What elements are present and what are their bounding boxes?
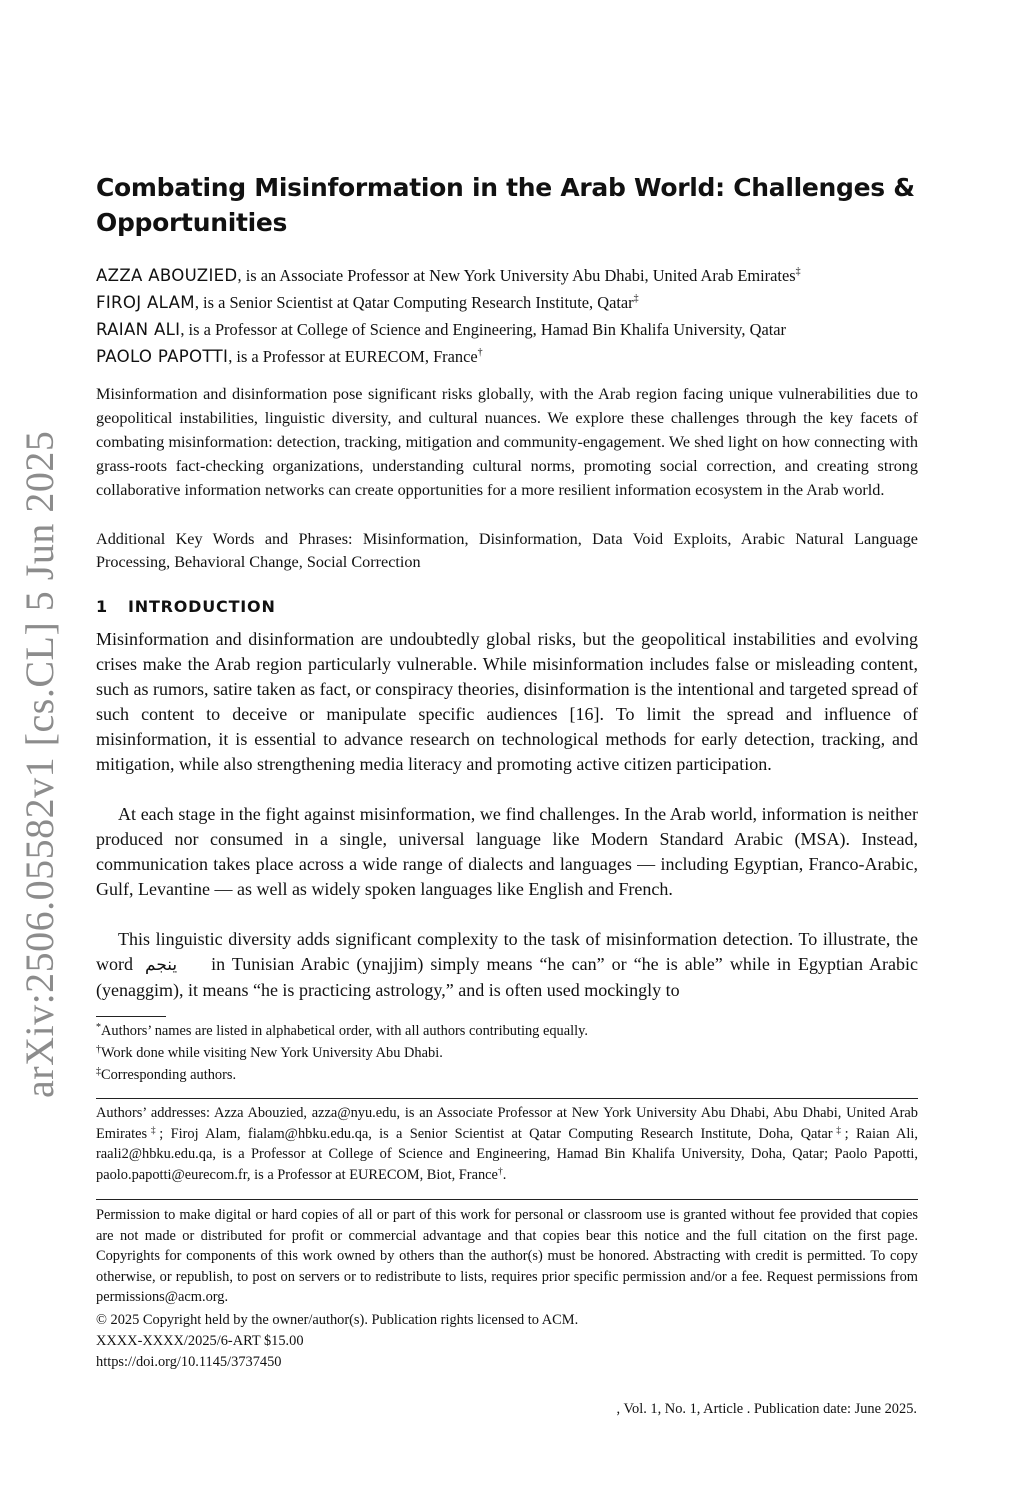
author-footnote-mark: ‡ bbox=[795, 266, 801, 277]
address-text: Authors’ addresses: Azza Abouzied, azza@nyu.edu, is an Associate Professor at New York University Abu Dhabi, Abu Dhabi, United Arab Emirates bbox=[96, 1105, 918, 1142]
arabic-word: ينجم bbox=[145, 955, 178, 975]
author-line bbox=[96, 262, 926, 289]
isbn-line: XXXX-XXXX/2025/6-ART $15.00 bbox=[96, 1333, 304, 1349]
footnotes bbox=[96, 1020, 918, 1086]
section-heading bbox=[96, 597, 276, 616]
author-line bbox=[96, 343, 926, 370]
keywords: Additional Key Words and Phrases: Misinformation, Disinformation, Data Void Exploits, Arabic Natural Language Processing, Behavioral Change, Social Correction bbox=[96, 530, 918, 571]
author-line bbox=[96, 289, 926, 316]
author-affiliation: , is an Associate Professor at New York University Abu Dhabi, United Arab Emirates bbox=[237, 266, 796, 285]
intro-paragraph bbox=[96, 927, 918, 1003]
footnote bbox=[96, 1020, 918, 1042]
address-text: . bbox=[502, 1166, 507, 1183]
footnote-text: Authors’ names are listed in alphabetical order, with all authors contributing equally. bbox=[101, 1023, 588, 1039]
author-list bbox=[96, 262, 926, 370]
address-mark: ‡ bbox=[147, 1125, 160, 1136]
section-divider bbox=[96, 1098, 918, 1099]
address-text: ; Raian Ali, raali2@hbku.edu.qa, is a Professor at College of Science and Engineering, Hamad Bin Khalifa University, Doha, Qatar; Paolo Papotti, paolo.papotti@eurecom.fr, is a Professor at EURECOM, Biot, France bbox=[96, 1125, 919, 1183]
page-footer: , Vol. 1, No. 1, Article . Publication date: June 2025. bbox=[616, 1401, 917, 1417]
intro-paragraph: Misinformation and disinformation are undoubtedly global risks, but the geopolitical instabilities and evolving crises make the Arab region particularly vulnerable. While misinformation includes false or misleading content, such as rumors, satire taken as fact, or conspiracy theories, disinformation is the intentional and targeted spread of such content to deceive or manipulate specific audiences [16]. To limit the spread and influence of misinformation, it is essential to advance research on technological methods for early detection, tracking, and mitigation, while also strengthening media literacy and promoting active citizen participation. bbox=[96, 629, 918, 774]
footnote-mark: * bbox=[96, 1022, 101, 1033]
permissions-notice: Permission to make digital or hard copies of all or part of this work for personal or classroom use is granted without fee provided that copies are not made or distributed for profit or commercial advantage and that copies bear this notice and the full citation on the first page. Copyrights for components of this work owned by others than the author(s) must be honored. Abstracting with credit is permitted. To copy otherwise, or republish, to post on servers or to redistribute to lists, requires prior specific permission and/or a fee. Request permissions from permissions@acm.org. bbox=[96, 1207, 918, 1306]
address-text: ; Firoj Alam, fialam@hbku.edu.qa, is a Senior Scientist at Qatar Computing Research Institute, Doha, Qatar bbox=[159, 1125, 833, 1142]
author-affiliation: , is a Senior Scientist at Qatar Computing Research Institute, Qatar bbox=[194, 293, 634, 312]
paper-title: Combating Misinformation in the Arab World: Challenges & Opportunities bbox=[96, 173, 915, 237]
footnote-mark: ‡ bbox=[96, 1066, 101, 1077]
intro-text-after-arabic: in Tunisian Arabic (ynajjim) simply means “he can” or “he is able” while in Egyptian Arabic (yenaggim), it means “he is practicing astrology,” and is often used mockingly to bbox=[96, 954, 918, 1000]
author-footnote-mark: † bbox=[477, 347, 483, 358]
footnote bbox=[96, 1042, 918, 1064]
author-footnote-mark: ‡ bbox=[633, 293, 639, 304]
author-name: RAIAN ALI bbox=[96, 320, 181, 339]
section-number: 1 bbox=[96, 597, 108, 616]
doi-link[interactable]: https://doi.org/10.1145/3737450 bbox=[96, 1354, 282, 1370]
author-name: AZZA ABOUZIED bbox=[96, 266, 238, 285]
author-name: PAOLO PAPOTTI bbox=[96, 347, 229, 366]
footnote-separator bbox=[96, 1016, 166, 1017]
copyright-line: © 2025 Copyright held by the owner/author(s). Publication rights licensed to ACM. bbox=[96, 1312, 579, 1328]
footnote-text: Corresponding authors. bbox=[101, 1067, 237, 1083]
footnote bbox=[96, 1064, 918, 1086]
arxiv-identifier-stamp: arXiv:2506.05582v1 [cs.CL] 5 Jun 2025 bbox=[17, 430, 62, 1098]
abstract: Misinformation and disinformation pose significant risks globally, with the Arab region facing unique vulnerabilities due to geopolitical instabilities, linguistic diversity, and cultural nuances. We explore these challenges through the key facets of combating misinformation: detection, tracking, mitigation and community-engagement. We shed light on how connecting with grass-roots fact-checking organizations, understanding cultural norms, promoting social correction, and creating strong collaborative information networks can create opportunities for a more resilient information ecosystem in the Arab world. bbox=[96, 385, 918, 499]
address-mark: † bbox=[497, 1166, 503, 1177]
section-title: INTRODUCTION bbox=[128, 597, 276, 616]
author-line bbox=[96, 316, 926, 343]
footnote-text: Work done while visiting New York University Abu Dhabi. bbox=[101, 1045, 443, 1061]
intro-text-before-arabic: This linguistic diversity adds significant complexity to the task of misinformation detection. To illustrate, the word bbox=[96, 929, 918, 974]
address-mark: ‡ bbox=[832, 1125, 845, 1136]
copyright-block bbox=[96, 1310, 918, 1373]
section-divider bbox=[96, 1199, 918, 1200]
author-affiliation: , is a Professor at EURECOM, France bbox=[228, 347, 478, 366]
footnote-mark: † bbox=[96, 1044, 101, 1055]
author-addresses bbox=[96, 1103, 918, 1185]
intro-paragraph: At each stage in the fight against misinformation, we find challenges. In the Arab world, information is neither produced nor consumed in a single, universal language like Modern Standard Arabic (MSA). Instead, communication takes place across a wide range of dialects and languages — including Egyptian, Franco-Arabic, Gulf, Levantine — as well as widely spoken languages like English and French. bbox=[96, 804, 918, 899]
author-name: FIROJ ALAM bbox=[96, 293, 195, 312]
author-affiliation: , is a Professor at College of Science and Engineering, Hamad Bin Khalifa University, Qatar bbox=[180, 320, 787, 339]
